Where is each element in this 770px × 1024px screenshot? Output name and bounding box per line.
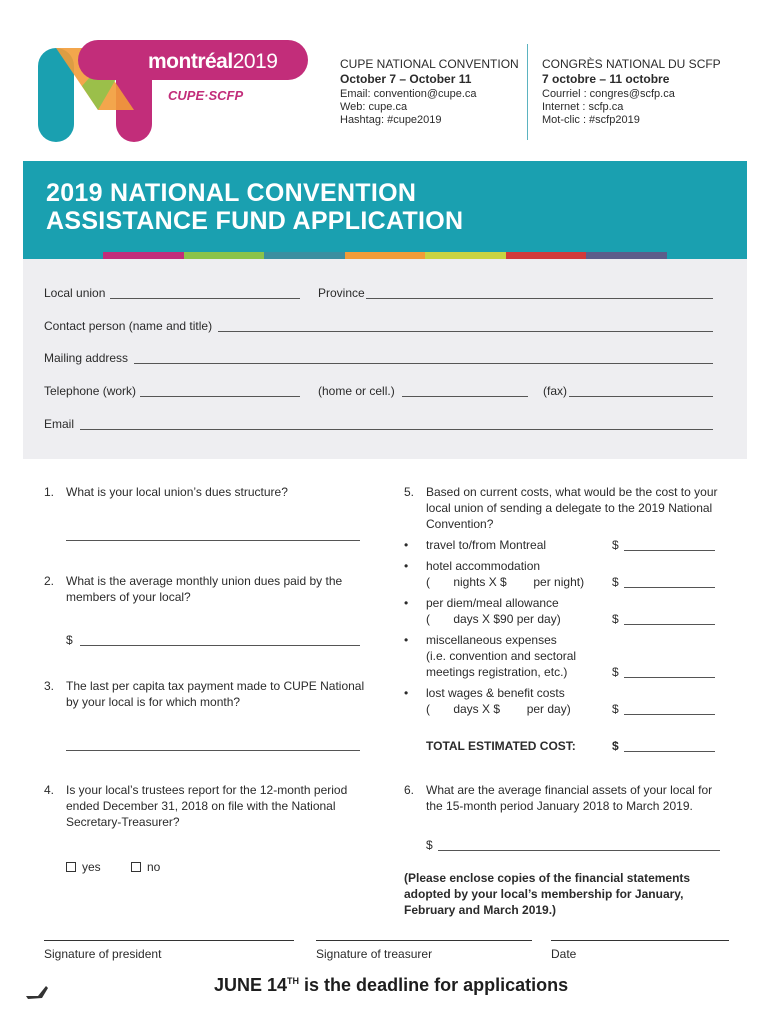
no-option[interactable] [131,859,160,875]
misc-expenses-detail-2: meetings registration, etc.) [426,665,568,679]
header-fr-hashtag: Mot-clic : #scfp2019 [542,114,640,126]
question-5-text-line2: local union of sending a delegate to the 2019 National [426,501,713,515]
question-6-answer-field[interactable] [438,850,720,851]
question-1-number: 1. [44,485,55,499]
page-title-line2: ASSISTANCE FUND APPLICATION [46,207,464,235]
cost-bullet: • [404,686,409,700]
question-6-dollar-sign: $ [426,838,433,852]
total-cost-field[interactable] [624,751,715,752]
header-en-hashtag: Hashtag: #cupe2019 [340,114,442,126]
page-title [46,179,463,235]
president-signature-label: Signature of president [44,947,162,961]
email-label: Email [44,417,75,431]
color-stripe [184,252,264,259]
question-6-text-line1: What are the average financial assets of your local for [426,783,713,797]
local-union-field[interactable] [110,298,300,299]
color-stripe [264,252,344,259]
union-bug-icon [24,982,54,1007]
color-stripes [23,252,747,259]
question-2-answer-field[interactable] [80,645,360,646]
header-divider [527,44,528,140]
deadline-notice [214,975,568,996]
question-3-answer-field[interactable] [66,750,360,751]
province-label: Province [318,286,365,300]
misc-dollar-sign: $ [612,665,619,679]
contact-person-label: Contact person (name and title) [44,319,213,333]
fax-field[interactable] [569,396,713,397]
header-en-email: Email: convention@cupe.ca [340,88,477,100]
header-fr-email: Courriel : congres@scfp.ca [542,88,675,100]
per-diem-detail: ( days X $90 per day) [426,612,561,626]
color-stripe [103,252,183,259]
no-label: no [147,860,161,874]
telephone-work-label: Telephone (work) [44,384,137,398]
per-diem-label: per diem/meal allowance [426,596,559,610]
misc-expenses-label: miscellaneous expenses [426,633,557,647]
header-en-title: CUPE NATIONAL CONVENTION [340,57,519,71]
deadline-suffix: TH [287,976,300,986]
question-2-number: 2. [44,574,55,588]
fax-label: (fax) [543,384,567,398]
lost-wages-cost-field[interactable] [624,714,715,715]
question-5-text-line1: Based on current costs, what would be the cost to your [426,485,718,499]
logo-org: CUPE·SCFP [168,88,244,103]
treasurer-signature-field[interactable] [316,940,532,941]
header-en-web: Web: cupe.ca [340,101,408,113]
per-diem-cost-field[interactable] [624,624,715,625]
province-field[interactable] [366,298,713,299]
logo-year: 2019 [232,50,278,73]
note-line1: (Please enclose copies of the financial statements [404,871,691,885]
header-french [542,58,721,127]
travel-dollar-sign: $ [612,538,619,552]
logo-city: montréal [148,50,233,73]
note-line3: February and March 2019.) [404,903,557,917]
question-5 [404,484,718,531]
question-2-text-line1: What is the average monthly union dues paid by the [66,574,343,588]
misc-cost-field[interactable] [624,677,715,678]
lost-wages-dollar-sign: $ [612,702,619,716]
question-5-text-line3: Convention? [426,517,494,531]
mailing-address-field[interactable] [134,363,713,364]
question-2-dollar-sign: $ [66,633,73,647]
date-field[interactable] [551,940,729,941]
cost-bullet: • [404,538,409,552]
contact-person-field[interactable] [218,331,713,332]
email-field[interactable] [80,429,713,430]
header-en-dates: October 7 – October 11 [340,72,472,86]
telephone-home-field[interactable] [402,396,528,397]
question-1-text: What is your local union’s dues structure? [66,485,288,499]
president-signature-field[interactable] [44,940,294,941]
color-stripe [425,252,505,259]
question-3-text-line2: by your local is for which month? [66,695,241,709]
header-fr-web: Internet : scfp.ca [542,101,624,113]
color-stripe [23,252,103,259]
page-title-line1: 2019 NATIONAL CONVENTION [46,179,417,207]
hotel-dollar-sign: $ [612,575,619,589]
question-6-text-line2: the 15-month period January 2018 to March 2019. [426,799,693,813]
yes-checkbox-icon[interactable] [66,862,76,872]
travel-label: travel to/from Montreal [426,538,547,552]
per-diem-dollar-sign: $ [612,612,619,626]
question-3-number: 3. [44,679,55,693]
hotel-label: hotel accommodation [426,559,541,573]
lost-wages-detail: ( days X $ per day) [426,702,571,716]
travel-cost-field[interactable] [624,550,715,551]
hotel-cost-field[interactable] [624,587,715,588]
telephone-home-label: (home or cell.) [318,384,395,398]
question-2-text-line2: members of your local? [66,590,191,604]
title-banner [23,161,747,259]
misc-expenses-detail-1: (i.e. convention and sectoral [426,649,577,663]
question-4-text-line3: Secretary-Treasurer? [66,815,180,829]
question-1 [44,484,288,500]
local-union-label: Local union [44,286,106,300]
convention-logo [38,40,308,142]
header-fr-dates: 7 octobre – 11 octobre [542,72,670,86]
question-6-number: 6. [404,783,415,797]
treasurer-signature-label: Signature of treasurer [316,947,433,961]
question-3 [44,678,365,709]
color-stripe [345,252,425,259]
date-label: Date [551,947,577,961]
question-2 [44,573,343,604]
color-stripe [506,252,586,259]
financial-statements-note [404,870,690,918]
question-1-answer-field[interactable] [66,540,360,541]
question-4-text-line2: ended December 31, 2018 on file with the National [66,799,336,813]
question-4 [44,782,348,829]
cost-bullet: • [404,633,409,647]
note-line2: adopted by your local’s membership for January, [404,887,684,901]
deadline-date: JUNE 14 [214,975,288,995]
deadline-text: is the deadline for applications [299,975,569,995]
header-english [340,58,519,127]
telephone-work-field[interactable] [140,396,300,397]
hotel-detail: ( nights X $ per night) [426,575,585,589]
question-5-number: 5. [404,485,415,499]
question-6 [404,782,713,813]
no-checkbox-icon[interactable] [131,862,141,872]
header-fr-title: CONGRÈS NATIONAL DU SCFP [542,57,721,71]
cost-bullet: • [404,596,409,610]
yes-option[interactable] [66,859,101,875]
total-dollar-sign: $ [612,739,619,753]
question-3-text-line1: The last per capita tax payment made to CUPE National [66,679,365,693]
question-4-number: 4. [44,783,55,797]
total-cost-label: TOTAL ESTIMATED COST: [426,739,576,753]
color-stripe [586,252,666,259]
cost-bullet: • [404,559,409,573]
lost-wages-label: lost wages & benefit costs [426,686,565,700]
mailing-address-label: Mailing address [44,351,129,365]
question-4-text-line1: Is your local’s trustees report for the 12-month period [66,783,348,797]
yes-label: yes [82,860,101,874]
color-stripe [667,252,747,259]
